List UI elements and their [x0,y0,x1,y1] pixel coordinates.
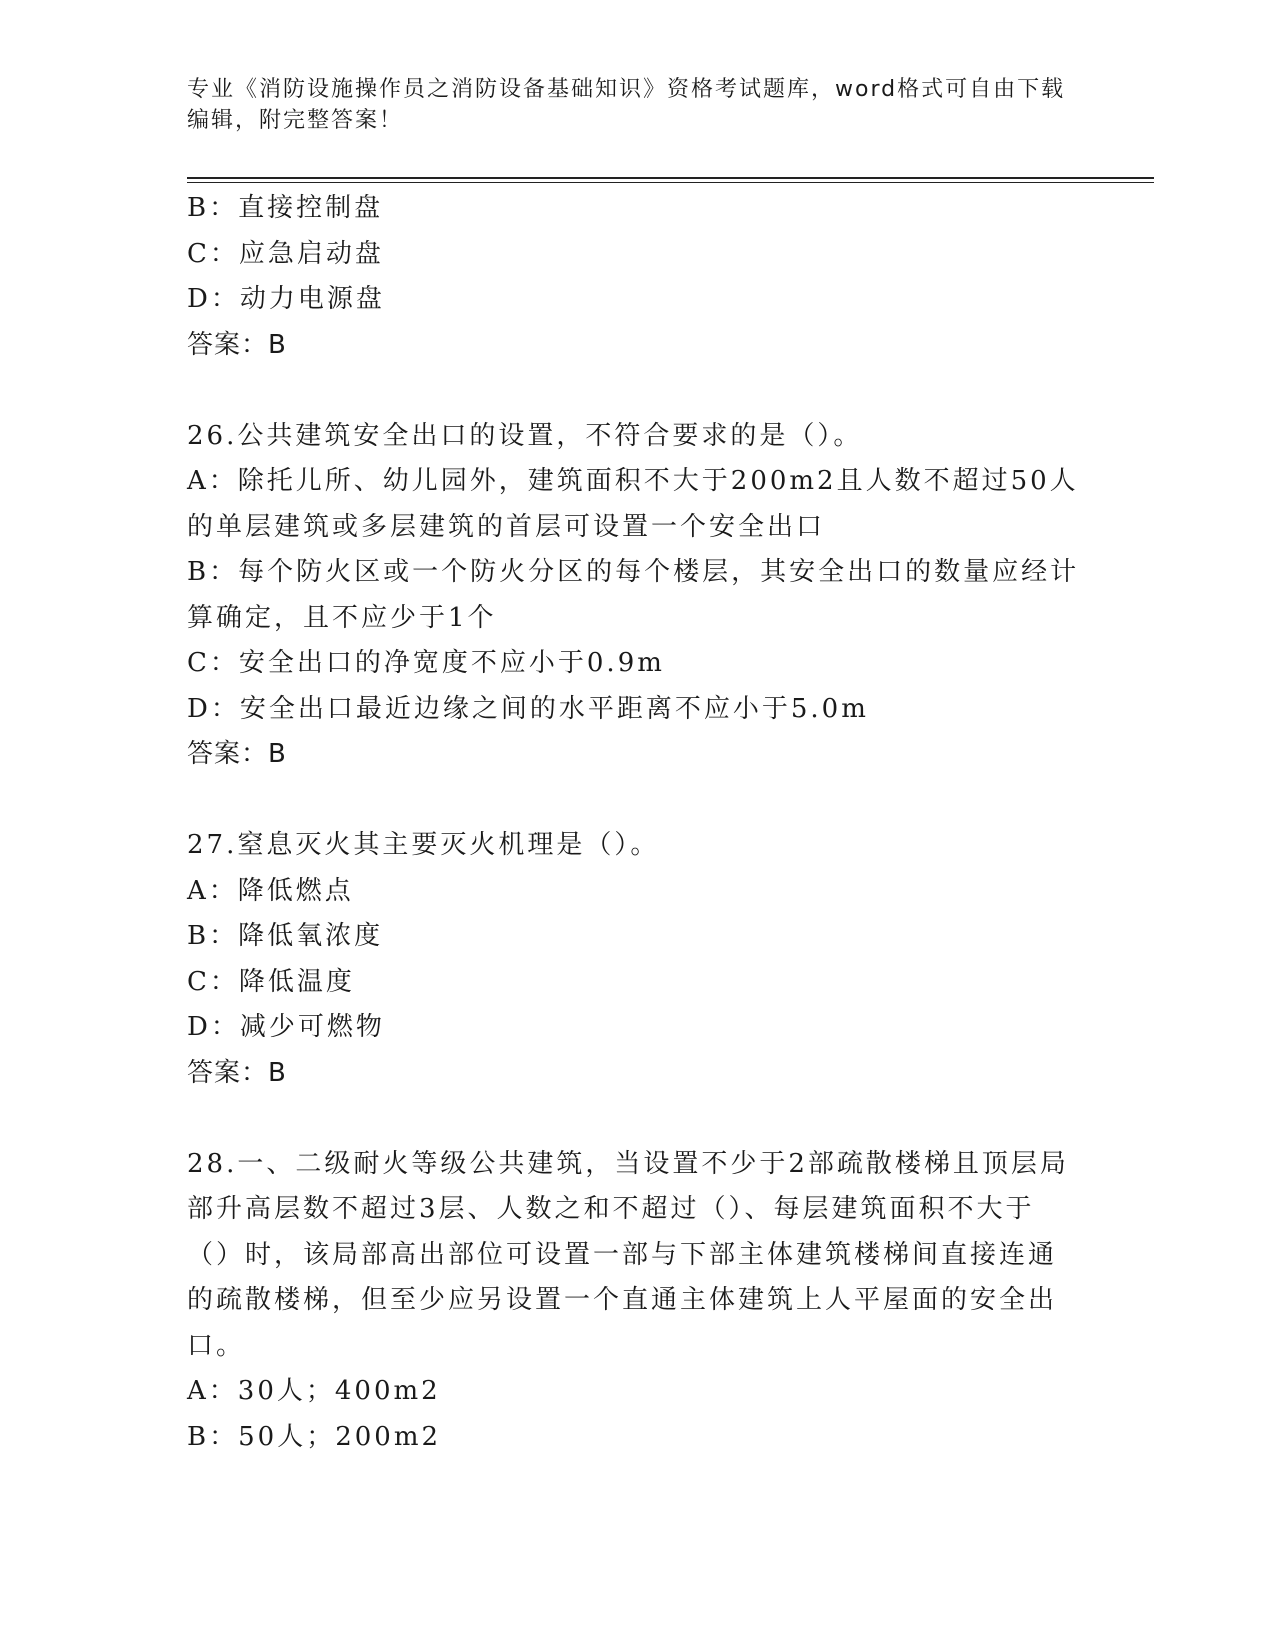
question-28 [187,1142,1087,1461]
answer-line: 答案：B [187,329,287,360]
question-stem-line-2: 部升高层数不超过3层、人数之和不超过（）、每层建筑面积不大于 [187,1194,1035,1224]
option-c: C：降低温度 [187,966,355,997]
question-26 [187,414,1087,778]
spacer [187,1096,1087,1142]
spacer [187,778,1087,824]
option-b: B：50人；200m2 [187,1421,442,1452]
header-divider-thin [187,182,1154,183]
answer-line: 答案：B [187,739,287,769]
spacer [187,368,1087,414]
option-d: D：减少可燃物 [187,1012,385,1042]
document-body [187,186,1087,1460]
previous-question-tail [187,186,1087,368]
option-b: B：直接控制盘 [187,193,384,223]
option-b: B：降低氧浓度 [187,921,384,951]
question-stem-line-4: 的疏散楼梯，但至少应另设置一个直通主体建筑上人平屋面的安全出 [187,1285,1058,1315]
option-a: A：除托儿所、幼儿园外，建筑面积不大于200m2且人数不超过50人 [187,466,1079,496]
question-stem-line-3: （）时，该局部高出部位可设置一部与下部主体建筑楼梯间直接连通 [187,1239,1058,1270]
option-a: A：30人；400m2 [187,1376,441,1406]
header-divider [187,177,1154,179]
answer-line: 答案：B [187,1057,287,1088]
option-c: C：应急启动盘 [187,238,384,269]
question-27 [187,823,1087,1096]
option-d: D：动力电源盘 [187,284,385,314]
option-b: B：每个防火区或一个防火分区的每个楼层，其安全出口的数量应经计 [187,557,1080,587]
question-stem: 27.窒息灭火其主要灭火机理是（）。 [187,830,660,860]
question-stem-line-1: 28.一、二级耐火等级公共建筑，当设置不少于2部疏散楼梯且顶层局 [187,1148,1069,1179]
option-c: C：安全出口的净宽度不应小于0.9m [187,648,665,678]
option-d: D：安全出口最近边缘之间的水平距离不应小于5.0m [187,693,869,724]
option-a-continued: 的单层建筑或多层建筑的首层可设置一个安全出口 [187,511,826,542]
option-b-continued: 算确定，且不应少于1个 [187,602,497,633]
question-stem: 26.公共建筑安全出口的设置，不符合要求的是（）。 [187,420,863,451]
document-header: 专业《消防设施操作员之消防设备基础知识》资格考试题库，word格式可自由下载编辑，附完整答案！ [187,77,1066,133]
question-stem-line-5: 口。 [187,1330,246,1361]
option-a: A：降低燃点 [187,875,354,906]
